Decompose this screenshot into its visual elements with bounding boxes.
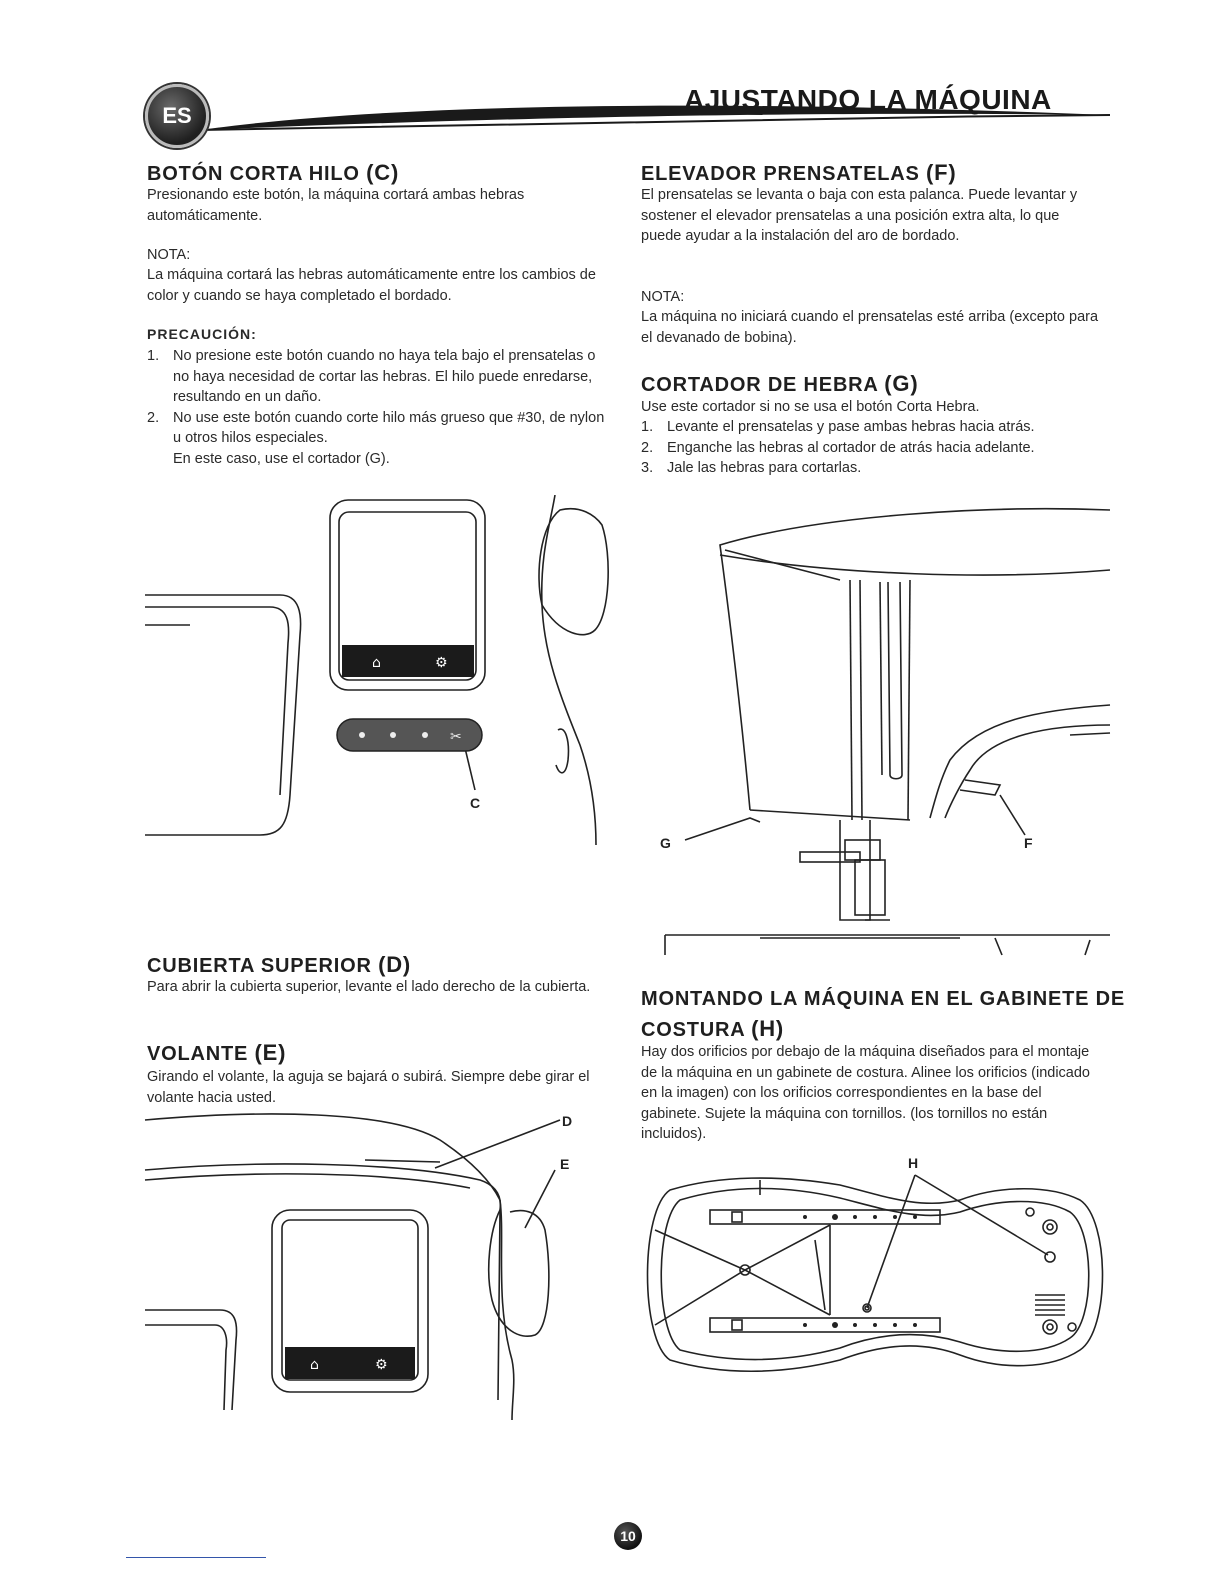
note-body: La máquina no iniciará cuando el prensatelas esté arriba (excepto para el devanado de bobina). — [641, 309, 1099, 346]
heading-text: ELEVADOR PRENSATELAS — [641, 163, 920, 185]
heading-cubierta-superior — [147, 952, 411, 978]
heading-text-line2: COSTURA — [641, 1019, 745, 1041]
label-g: G — [660, 835, 671, 851]
list-item — [147, 346, 609, 408]
note-label: NOTA: — [641, 289, 685, 305]
elevador-prensatelas-body: El prensatelas se levanta o baja con esta palanca. Puede levantar y sostener el elevador prensatelas a una posición extra alta, lo que puede ayudar a la instalación del aro de bordado. — [641, 187, 1078, 244]
svg-text:⚙: ⚙ — [435, 655, 448, 671]
list-text: No presione este botón cuando no haya tela bajo el prensatelas o no haya necesidad de cortar las hebras. El hilo puede enredarse, resultando en un daño. — [173, 348, 596, 405]
heading-montando-maquina-line2 — [641, 1016, 784, 1042]
heading-text: CORTADOR DE HEBRA — [641, 374, 878, 396]
boton-corta-hilo-body: Presionando este botón, la máquina cortará ambas hebras automáticamente. — [147, 187, 525, 224]
label-e: E — [560, 1156, 570, 1172]
list-number: 1. — [147, 348, 160, 364]
footer-rule — [126, 1557, 266, 1558]
list-item — [147, 408, 609, 470]
volante-body: Girando el volante, la aguja se bajará o subirá. Siempre debe girar el volante hacia usted. — [147, 1069, 590, 1106]
caution-list — [147, 346, 609, 469]
heading-text: CUBIERTA SUPERIOR — [147, 955, 372, 977]
list-text: Jale las hebras para cortarlas. — [667, 460, 862, 476]
figure-needle-area — [640, 500, 1115, 960]
cortador-de-hebra-body: Use este cortador si no se usa el botón Corta Hebra. — [641, 399, 980, 415]
caution-label: PRECAUCIÓN: — [147, 326, 257, 342]
list-number: 3. — [641, 460, 654, 476]
heading-letter: (F) — [925, 160, 957, 185]
heading-boton-corta-hilo — [147, 160, 399, 186]
page-number: 10 — [614, 1522, 642, 1550]
heading-text: VOLANTE — [147, 1043, 249, 1065]
heading-letter: (H) — [751, 1016, 785, 1041]
list-number: 1. — [641, 419, 654, 435]
heading-text-line1: MONTANDO LA MÁQUINA EN EL GABINETE DE — [641, 988, 1126, 1010]
heading-montando-maquina — [641, 988, 1125, 1011]
language-badge: ES — [145, 84, 209, 148]
list-number: 2. — [147, 409, 160, 426]
list-text: Enganche las hebras al cortador de atrás hacia adelante. — [667, 439, 1035, 456]
cubierta-superior-body: Para abrir la cubierta superior, levante el lado derecho de la cubierta. — [147, 979, 591, 995]
heading-letter: (D) — [378, 952, 412, 977]
label-f: F — [1024, 835, 1033, 851]
note-body: La máquina cortará las hebras automáticamente entre los cambios de color y cuando se haya completado el bordado. — [147, 267, 596, 304]
list-text-extra: En este caso, use el cortador (G). — [173, 450, 390, 467]
heading-elevador-prensatelas — [641, 160, 956, 186]
figure-machine-underside — [640, 1170, 1115, 1380]
heading-text: BOTÓN CORTA HILO — [147, 163, 360, 185]
page-title: AJUSTANDO LA MÁQUINA — [684, 84, 1052, 115]
svg-text:⚙: ⚙ — [375, 1357, 388, 1373]
svg-text:⌂: ⌂ — [310, 1357, 319, 1373]
list-item — [641, 438, 1111, 459]
list-text: Levante el prensatelas y pase ambas hebras hacia atrás. — [667, 419, 1035, 435]
svg-text:✂: ✂ — [450, 729, 462, 745]
heading-letter: (G) — [884, 371, 919, 396]
heading-letter: (C) — [366, 160, 400, 185]
svg-text:⌂: ⌂ — [372, 655, 381, 671]
cortador-steps-list — [641, 417, 1111, 479]
list-number: 2. — [641, 439, 654, 456]
figure-control-panel — [140, 495, 610, 845]
list-text: No use este botón cuando corte hilo más grueso que #30, de nylon u otros hilos especiales. — [173, 409, 605, 446]
list-item — [641, 458, 1111, 479]
label-d: D — [562, 1113, 573, 1129]
montando-maquina-body: Hay dos orificios por debajo de la máquina diseñados para el montaje de la máquina en un gabinete de costura. Alinee los orificios (indicado en la imagen) con los orificios correspondientes en la base del gabinete. Sujete la máquina con tornillos. (los tornillos no están incluidos). — [641, 1044, 1090, 1142]
note-label: NOTA: — [147, 247, 191, 263]
label-c: C — [470, 795, 481, 811]
heading-cortador-de-hebra — [641, 371, 918, 397]
list-item — [641, 417, 1111, 438]
figure-top-cover-handwheel — [140, 1100, 610, 1420]
label-h: H — [908, 1155, 919, 1171]
heading-letter: (E) — [254, 1040, 287, 1065]
heading-volante — [147, 1040, 286, 1066]
